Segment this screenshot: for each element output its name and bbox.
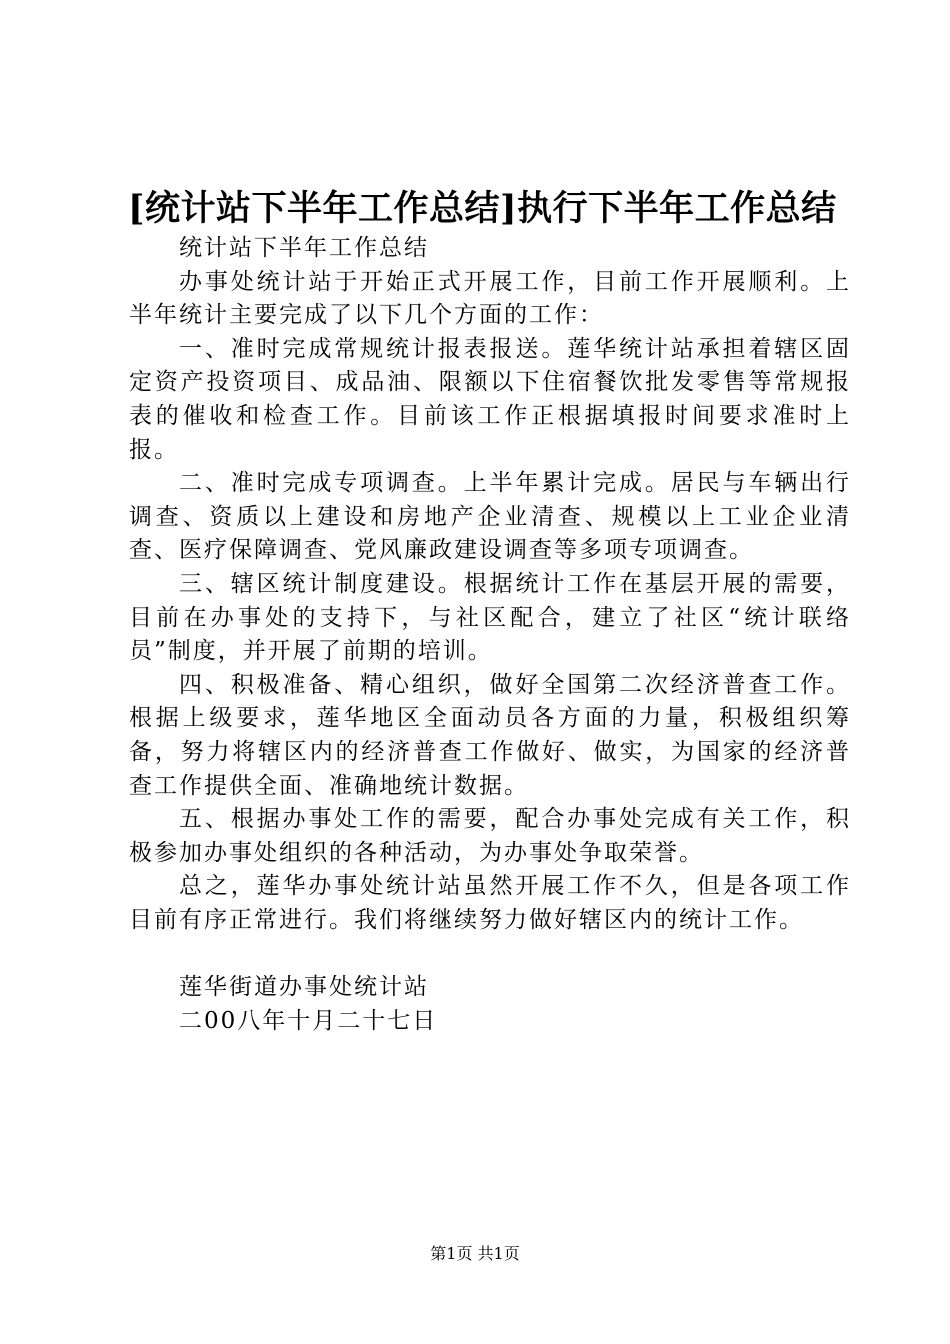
paragraph-item-1: 一、准时完成常规统计报表报送。莲华统计站承担着辖区固定资产投资项目、成品油、限额以下住宿餐饮批发零售等常规报表的催收和检查工作。目前该工作正根据填报时间要求准时上报。 xyxy=(129,335,851,463)
blank-line xyxy=(129,937,851,971)
paragraph-item-2: 二、准时完成专项调查。上半年累计完成。居民与车辆出行调查、资质以上建设和房地产企业清查、规模以上工业企业清查、医疗保障调查、党风廉政建设调查等多项专项调查。 xyxy=(129,470,851,564)
signature: 莲华街道办事处统计站 xyxy=(179,974,429,1001)
paragraph-item-5: 五、根据办事处工作的需要，配合办事处完成有关工作，积极参加办事处组织的各种活动，为办事处争取荣誉。 xyxy=(129,806,851,866)
paragraph-conclusion: 总之，莲华办事处统计站虽然开展工作不久，但是各项工作目前有序正常进行。我们将继续努力做好辖区内的统计工作。 xyxy=(129,873,851,933)
paragraph-item-3: 三、辖区统计制度建设。根据统计工作在基层开展的需要，目前在办事处的支持下，与社区配合，建立了社区“统计联络员”制度，并开展了前期的培训。 xyxy=(129,570,851,665)
paragraph-intro: 办事处统计站于开始正式开展工作，目前工作开展顺利。上半年统计主要完成了以下几个方面的工作： xyxy=(129,268,851,329)
document-title: [统计站下半年工作总结]执行下半年工作总结 xyxy=(128,188,837,229)
document-body xyxy=(129,232,851,1038)
document-subtitle: 统计站下半年工作总结 xyxy=(179,235,429,261)
page-footer: 第1页 共1页 xyxy=(430,1244,520,1263)
paragraph-item-4: 四、积极准备、精心组织，做好全国第二次经济普查工作。根据上级要求，莲华地区全面动员各方面的力量，积极组织筹备，努力将辖区内的经济普查工作做好、做实，为国家的经济普查工作提供全面、准确地统计数据。 xyxy=(129,671,851,799)
document-date: 二00八年十月二十七日 xyxy=(179,1007,438,1034)
